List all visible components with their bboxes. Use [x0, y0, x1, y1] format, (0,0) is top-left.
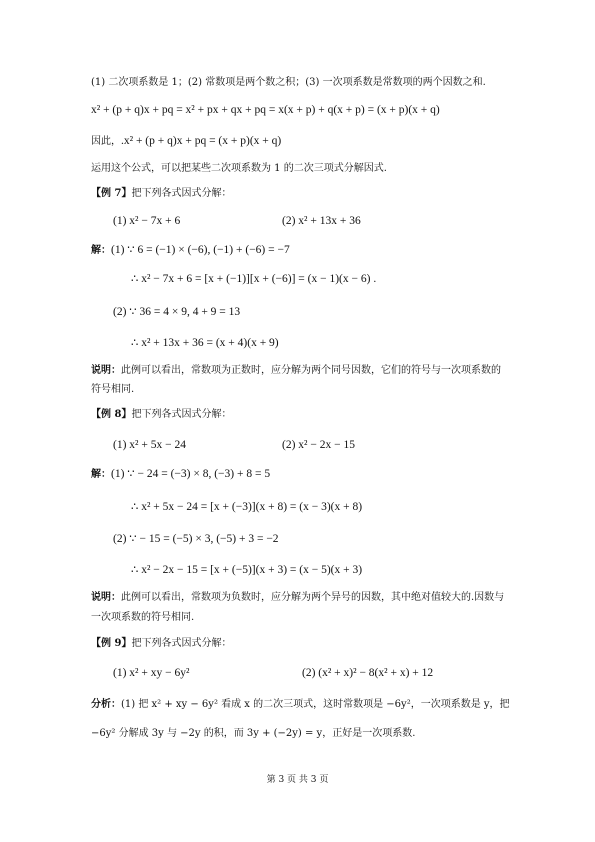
formula-line: ∴ x² + 5x − 24 = [x + (−3)](x + 8) = (x − 3)(x + 8) [131, 501, 363, 513]
formula-line: (1) x² + 5x − 24 [113, 439, 186, 451]
formula-line: (2) x² + 13x + 36 [282, 215, 361, 227]
formula-line: ∴ x² − 7x + 6 = [x + (−1)][x + (−6)] = (x − 1)(x − 6) . [131, 273, 377, 285]
example-heading: 【例 7】把下列各式因式分解： [91, 188, 232, 199]
formula-line: ∴ x² − 2x − 15 = [x + (−5)](x + 3) = (x − 5)(x + 3) [131, 564, 363, 576]
solution-line: 解：(1) ∵ 6 = (−1) × (−6), (−1) + (−6) = −7 [91, 244, 290, 256]
formula-line: (2) x² − 2x − 15 [282, 439, 355, 451]
text-line: 运用这个公式，可以把某些二次项系数为 1 的二次三项式分解因式. [91, 163, 387, 174]
formula-line: (2) ∵ − 15 = (−5) × 3, (−5) + 3 = −2 [113, 533, 279, 545]
analysis-line: 分析：(1) 把 x² + xy − 6y² 看成 x 的二次三项式，这时常数项是 −6y²，一次项系数是 y，把 [91, 699, 510, 710]
formula-line: (1) x² − 7x + 6 [113, 215, 181, 227]
text-line: (1) 二次项系数是 1；(2) 常数项是两个数之积；(3) 一次项系数是常数项的两个因数之和. [91, 77, 486, 88]
example-heading: 【例 9】把下列各式因式分解： [91, 638, 232, 649]
formula-line: ∴ x² + 13x + 36 = (x + 4)(x + 9) [131, 337, 279, 349]
note-line: 符号相同. [91, 384, 135, 395]
formula-line: (2) (x² + x)² − 8(x² + x) + 12 [302, 667, 434, 679]
note-line: 一次项系数的符号相同. [91, 612, 195, 623]
solution-line: 解：(1) ∵ − 24 = (−3) × 8, (−3) + 8 = 5 [91, 468, 271, 480]
analysis-line: −6y² 分解成 3y 与 −2y 的积，而 3y + (−2y) = y，正好是一次项系数. [91, 728, 416, 739]
example-heading: 【例 8】把下列各式因式分解： [91, 409, 232, 420]
text-line: 因此，.x² + (p + q)x + pq = (x + p)(x + q) [91, 135, 282, 147]
formula-line: (2) ∵ 36 = 4 × 9, 4 + 9 = 13 [113, 306, 241, 318]
note-line: 说明：此例可以看出，常数项为正数时，应分解为两个同号因数，它们的符号与一次项系数的 [91, 365, 501, 376]
page-footer: 第 3 页 共 3 页 [266, 775, 329, 785]
formula-line: (1) x² + xy − 6y² [113, 667, 190, 679]
formula-line: x² + (p + q)x + pq = x² + px + qx + pq = x(x + p) + q(x + p) = (x + p)(x + q) [91, 104, 440, 116]
note-line: 说明：此例可以看出，常数项为负数时，应分解为两个异号的因数，其中绝对值较大的.因数与 [91, 592, 505, 603]
